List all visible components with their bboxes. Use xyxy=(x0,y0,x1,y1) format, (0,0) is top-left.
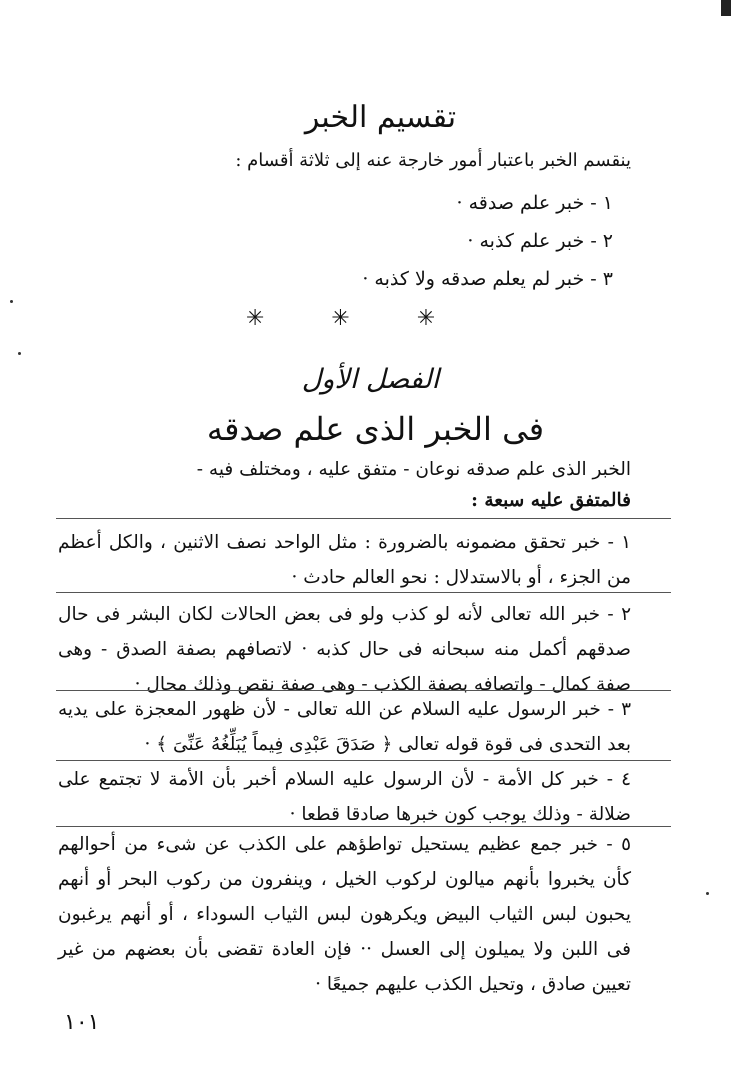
paragraph-rule xyxy=(56,760,671,761)
star-separator-glyphs: ✳ ✳ ✳ xyxy=(245,306,466,331)
chapter-subtitle xyxy=(0,410,731,448)
item-paragraph-1: ١ - خبر تحقق مضمونه بالضرورة : مثل الواحد نصف الاثنين ، والكل أعظم من الجزء ، أو بالاستدلال : نحو العالم حادث · xyxy=(58,532,631,588)
chapter-subtitle-text: فى الخبر الذى علم صدقه xyxy=(206,410,545,448)
section-title xyxy=(0,100,731,135)
item-paragraph-2: ٢ - خبر الله تعالى لأنه لو كذب ولو فى بعض الحالات لكان البشر فى حال صدقهم أكمل منه سبحانه فى حال كذبه · لاتصافهم بصفة الصدق - وهى صفة كمال - واتصافه بصفة الكذب - وهى صفة نقص وذلك محال · xyxy=(58,604,631,695)
item-paragraph-5: ٥ - خبر جمع عظيم يستحيل تواطؤهم على الكذب عن شىء من أحوالهم كأن يخبروا بأنهم ميالون لركوب الخيل ، وينفرون من ركوب البحر أو أنهم يحبون لبس الثياب البيض ويكرهون لبس الثياب السوداء ، أو أنهم يرغبون فى اللبن ولا يميلون إلى العسل ·· فإن العادة تقضى بأن بعضهم من غير تعيين صادق ، وتحيل الكذب عليهم جميعًا · xyxy=(58,834,631,995)
margin-speck xyxy=(18,352,21,355)
chapter-heading-text: الفصل الأول xyxy=(301,364,440,395)
chapter-heading xyxy=(0,364,731,395)
margin-speck xyxy=(10,300,13,303)
chapter-intro-line: الخبر الذى علم صدقه نوعان - متفق عليه ، ومختلف فيه - xyxy=(196,459,631,480)
paragraph-rule xyxy=(56,592,671,593)
section-title-text: تقسيم الخبر xyxy=(304,100,457,135)
paragraph-rule xyxy=(56,518,671,519)
item-paragraph-3: ٣ - خبر الرسول عليه السلام عن الله تعالى - لأن ظهور المعجزة على يديه بعد التحدى فى قوة قوله تعالى ﴿ صَدَقَ عَبْدِى فِيماً يُبَلِّغُهُ عَنِّىَ ﴾ · xyxy=(58,699,631,755)
division-item-3: ٣ - خبر لم يعلم صدقه ولا كذبه · xyxy=(362,268,613,290)
division-intro: ينقسم الخبر باعتبار أمور خارجة عنه إلى ثلاثة أقسام : xyxy=(235,150,631,171)
agreed-label: فالمتفق عليه سبعة : xyxy=(471,490,631,511)
division-item-2: ٢ - خبر علم كذبه · xyxy=(467,230,613,252)
paragraph-rule xyxy=(56,690,671,691)
item-paragraph-4: ٤ - خبر كل الأمة - لأن الرسول عليه السلام أخبر بأن الأمة لا تجتمع على ضلالة - وذلك يوجب كون خبرها صادقا قطعا · xyxy=(58,769,631,825)
page-number: ١٠١ xyxy=(64,1010,100,1035)
scan-corner-mark xyxy=(721,0,731,16)
margin-speck xyxy=(706,892,709,895)
division-item-1: ١ - خبر علم صدقه · xyxy=(456,192,613,214)
star-separator xyxy=(0,306,731,331)
